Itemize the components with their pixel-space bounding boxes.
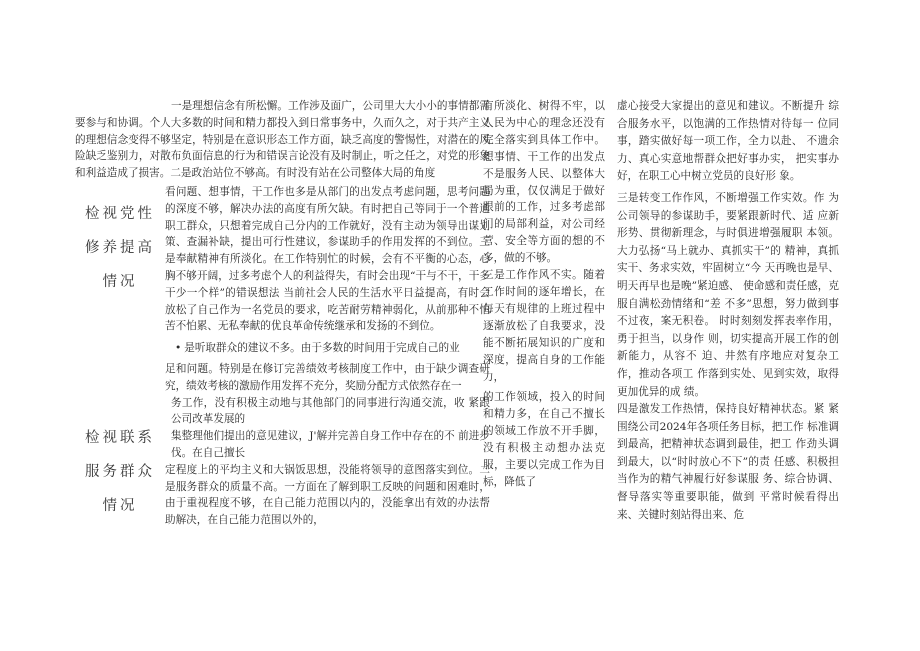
col2-body (483, 98, 605, 491)
heading-line: 检视党性 (85, 206, 155, 222)
paragraph-issues: 足和问题。特别是在修订完善绩效考核制度工作中，由于缺少调查研究，绩效考核的激励作用发挥不充分，奖励分配方式依然存在一 (165, 362, 490, 392)
paragraph-service-quality: 定程度上的平均主义和大锅饭思想，没能将领导的意图落实到位。二是服务群众的质量不高。一方面在了解到职工反映的问题和困难时，由于重视程度不够，在自己能力范围以内的，没能拿出有效的办法帮助解决，在自己能力范围以外的， (165, 463, 490, 527)
heading-line: 检视联系 (85, 430, 155, 446)
paragraph-issues-cont2: 集整理他们提出的意见建议，J'解并完善自身工作中存在的不 前进步伐。在自己擅长 (171, 430, 490, 459)
paragraph-intro: 一是理想信念有所松懈。工作涉及面广，公司里大大小小的事情都需要参与和协调。个人大多数的时间和精力都投入到日常事务中，久而久之，对于共产主义的理想信念变得不够坚定，特别是在意识形态工作方面，缺乏高度的警惕性，对潜在的风险缺乏鉴别力，对散布负面信息的行为和错误言论没有及时制止，听之任之，对党的形象和利益造成了损害。二是政治站位不够高。有时没有站在公司整体大局的角度 (75, 100, 490, 180)
heading-line: 情况 (102, 498, 138, 514)
paragraph-issues-cont: 务工作，没有积极主动地与其他部门的同事进行沟通交流，收 紧跟公司改革发展的 (171, 396, 490, 426)
paragraph-bullet: • 是听取群众的建议不多。由于多数的时间用于完成自己的业 (165, 340, 490, 357)
col1-body (165, 184, 490, 529)
paragraph-work-enthusiasm: 四是激发工作热情，保持良好精神状态。紧 紧围绕公司2024年各项任务目标，把工作 标准调到最高，把精神状态调到最佳，把工 作劲头调到最大，以“时时放心不下”的责 任感、积极担当作为的精气神履行好参谋服 务、综合协调、督导落实等重要职能，做到 平常时候看得出来、关键时刻站得出来、危 (617, 403, 839, 521)
section-heading-serve-masses (82, 424, 158, 520)
paragraph-work-style: 三是工作作风不实。随着工作时间的逐年增长，在每天有规律的上班过程中逐渐放松了自我要求，没能不断拓展知识的广度和深度，提高自身的工作能力， (483, 269, 605, 383)
heading-line: 情况 (102, 274, 138, 290)
col3-body (617, 98, 839, 524)
paragraph-comfort-zone: 的工作领域，投入的时间和精力多，在自己不擅长的领域工作放不开手脚，没有积极主动想办法克服，主要以完成工作为目标，降低了 (483, 391, 605, 488)
paragraph-listen-masses: 虚心接受大家提出的意见和建议。不断提升 综合服务水平，以饱满的工作热情对待每一 位同事，踏实做好每一项工作，全力以赴、 不遗余力、真心实意地帮群众把好事办实， 把实事办好，在职工心中树立党员的良好形 象。 (617, 100, 839, 183)
paragraph-improve-style: 三是转变工作作风，不断增强工作实效。作 为公司领导的参谋助手，要紧跟新时代、适 应新形势、贯彻新理念，与时俱进增强履职 本领。大力弘扬“马上就办、真抓实干”的 精神，真抓实干、务求实效，牢固树立“今 天再晚也是早、明天再早也是晚”紧迫感、 使命感和责任感，克服自满松劲情绪和“差 不多”思想，努力做到事不过夜，案无积卷。 时时刻刻发挥表率作用，勇于担当，以身作 则，切实提高开展工作的创新能力，从容不 迫、井然有序地应对复杂工作，推动各项工 作落到实处、见到实效，取得更加优异的成 绩。 (617, 191, 839, 398)
heading-line: 修养提高 (85, 240, 155, 256)
col1-intro (75, 98, 490, 182)
paragraph-party-spirit: 看问题、想事情，干工作也多是从部门的出发点考虑问题，思考问题的深度不够，解决办法的高度有所欠缺。有时把自己等同于一个普通职工群众，只想着完成自己分内的工作就好，没有主动为领导出谋划策、查漏补缺，提出可行性建议，参谋助手的作用发挥的不到位。三是奉献精神有所淡化。在工作特别忙的时候，会有不平衡的心态，心胸不够开阔，过多考虑个人的利益得失，有时会出现“干与不干，干多干少一个样”的错误想法 当前社会人民的生活水平日益提高，有时会放松了自己作为一名党员的要求，吃苦耐劳精神弱化，从前那种不怕苦不怕累、无私奉献的优良革命传统继承和发扬的不到位。 (165, 186, 490, 333)
section-heading-party-spirit (82, 200, 158, 296)
heading-line: 服务群众 (85, 464, 155, 480)
paragraph-people-centered: 有所淡化、树得不牢，以人民为中心的理念还没有完全落实到具体工作中。想事情、干工作的出发点不是服务人民、以整体大局为重，仅仅满足于做好眼前的工作，过多考虑部门的局部利益，对公司经营、安全等方面的想的不多，做的不够。 (483, 100, 605, 265)
